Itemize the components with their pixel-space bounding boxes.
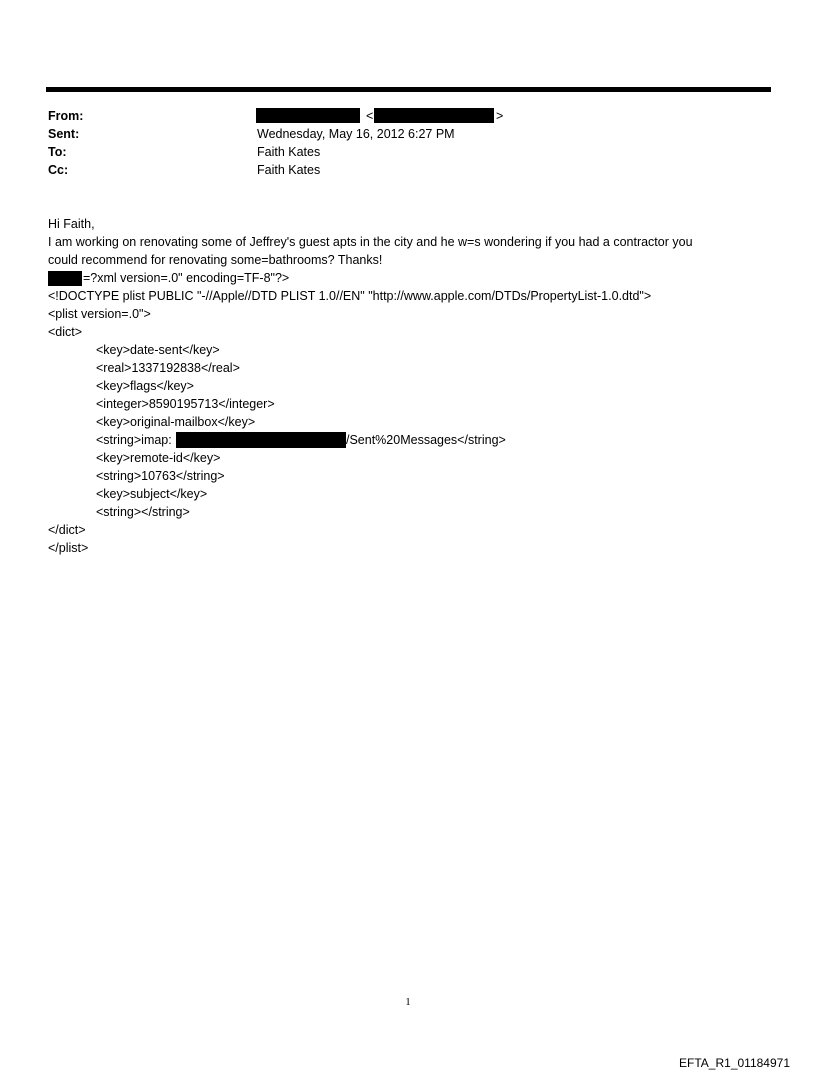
body-line-2: could recommend for renovating some=bathrooms? Thanks! [48, 253, 383, 267]
plist-line: <key>original-mailbox</key> [96, 415, 256, 429]
plist-line: <key>flags</key> [96, 379, 194, 393]
cc-label: Cc: [48, 163, 69, 177]
to-value: Faith Kates [257, 145, 321, 159]
plist-line: <string></string> [96, 505, 190, 519]
redaction-from-email [374, 108, 494, 123]
plist-line: <string>10763</string> [96, 469, 225, 483]
sent-label: Sent: [48, 127, 80, 141]
body-line-1: I am working on renovating some of Jeffrey's guest apts in the city and he w=s wondering if you had a contractor you [48, 235, 693, 249]
to-label: To: [48, 145, 67, 159]
redaction-from-name [256, 108, 360, 123]
doctype-line: <!DOCTYPE plist PUBLIC "-//Apple//DTD PLIST 1.0//EN" "http://www.apple.com/DTDs/PropertyList-1.0.dtd"> [48, 289, 652, 303]
imap-prefix: <string>imap: [96, 433, 172, 447]
sent-value: Wednesday, May 16, 2012 6:27 PM [257, 127, 455, 141]
document-id: EFTA_R1_01184971 [679, 1056, 790, 1070]
plist-close: </plist> [48, 541, 89, 555]
imap-suffix: /Sent%20Messages</string> [346, 433, 506, 447]
from-gt: > [496, 109, 504, 123]
greeting: Hi Faith, [48, 217, 95, 231]
plist-line: <integer>8590195713</integer> [96, 397, 275, 411]
page-number: 1 [405, 996, 411, 1008]
dict-close: </dict> [48, 523, 86, 537]
redaction-imap-account [176, 432, 346, 448]
redaction-xml-prefix [48, 271, 82, 286]
plist-open: <plist version=.0"> [48, 307, 151, 321]
from-lt: < [366, 109, 374, 123]
plist-line: <key>subject</key> [96, 487, 208, 501]
header-rule [46, 87, 771, 92]
plist-line: <key>date-sent</key> [96, 343, 220, 357]
xml-declaration: =?xml version=.0" encoding=TF-8"?> [83, 271, 290, 285]
dict-open: <dict> [48, 325, 83, 339]
plist-line: <key>remote-id</key> [96, 451, 221, 465]
cc-value: Faith Kates [257, 163, 321, 177]
from-label: From: [48, 109, 84, 123]
plist-line: <real>1337192838</real> [96, 361, 240, 375]
